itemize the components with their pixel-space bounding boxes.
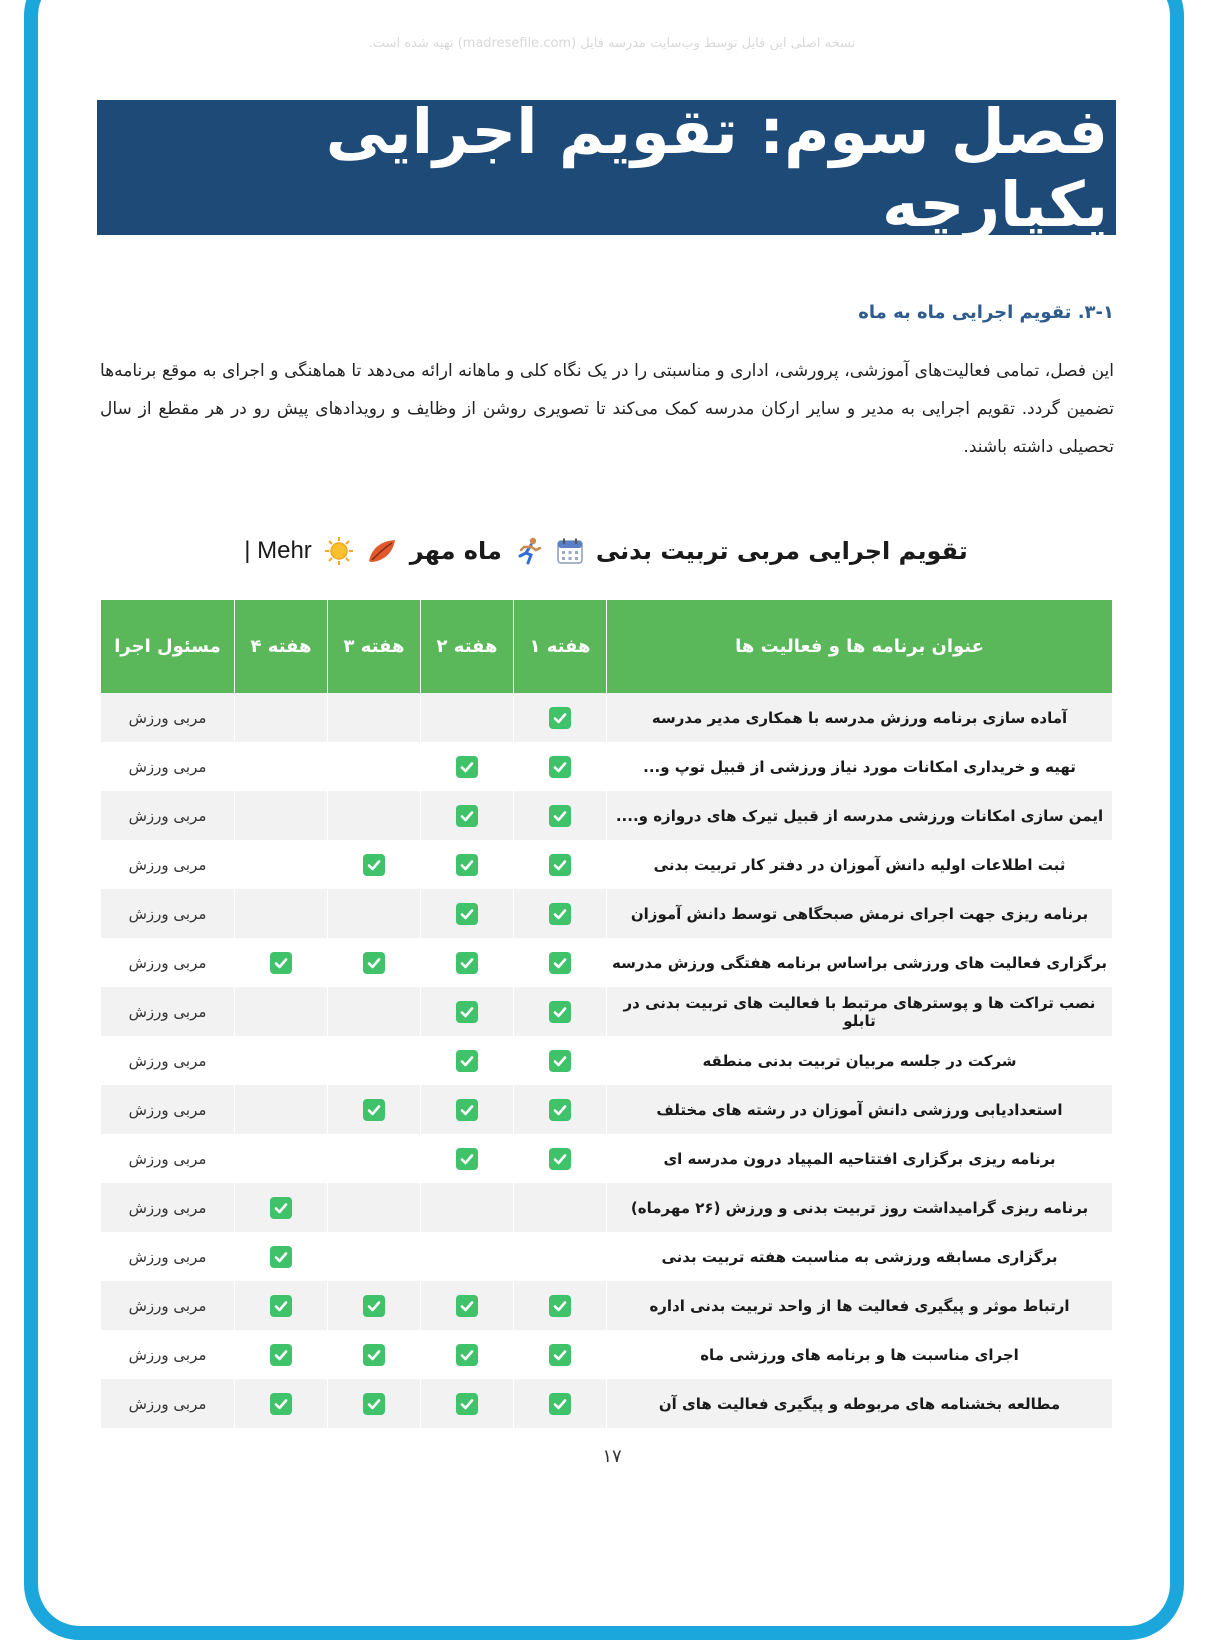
week-2-cell xyxy=(421,889,514,938)
owner-cell: مربی ورزش xyxy=(101,693,235,742)
activity-cell: برنامه ریزی گرامیداشت روز تربیت بدنی و ورزش (۲۶ مهرماه) xyxy=(607,1183,1113,1232)
week-3-cell xyxy=(328,693,421,742)
table-row xyxy=(101,840,1113,889)
table-row xyxy=(101,693,1113,742)
week-4-cell xyxy=(235,1036,328,1085)
activity-cell: ارتباط موثر و پیگیری فعالیت ها از واحد تربیت بدنی اداره xyxy=(607,1281,1113,1330)
week-4-cell xyxy=(235,1281,328,1330)
week-3-cell xyxy=(328,1134,421,1183)
activity-cell: اجرای مناسبت ها و برنامه های ورزشی ماه xyxy=(607,1330,1113,1379)
checkmark-icon xyxy=(549,1001,571,1023)
checkmark-icon xyxy=(456,1344,478,1366)
week-1-cell xyxy=(514,1281,607,1330)
header-week-4: هفته ۴ xyxy=(235,600,328,693)
table-row xyxy=(101,1232,1113,1281)
week-4-cell xyxy=(235,938,328,987)
owner-cell: مربی ورزش xyxy=(101,1036,235,1085)
week-1-cell xyxy=(514,1379,607,1428)
table-row xyxy=(101,1036,1113,1085)
owner-cell: مربی ورزش xyxy=(101,1281,235,1330)
owner-cell: مربی ورزش xyxy=(101,1232,235,1281)
table-row xyxy=(101,1134,1113,1183)
week-2-cell xyxy=(421,1134,514,1183)
checkmark-icon xyxy=(549,756,571,778)
week-4-cell xyxy=(235,840,328,889)
leaf-icon xyxy=(366,537,398,565)
week-2-cell xyxy=(421,1183,514,1232)
checkmark-icon xyxy=(270,1197,292,1219)
chapter-title: فصل سوم: تقویم اجرایی یکپارچه xyxy=(325,94,1108,241)
calendar-title: تقویم اجرایی مربی تربیت بدنی xyxy=(595,537,968,565)
table-row xyxy=(101,938,1113,987)
table-row xyxy=(101,1085,1113,1134)
checkmark-icon xyxy=(549,903,571,925)
week-3-cell xyxy=(328,1281,421,1330)
activity-cell: برگزاری فعالیت های ورزشی براساس برنامه هفتگی ورزش مدرسه xyxy=(607,938,1113,987)
checkmark-icon xyxy=(363,952,385,974)
watermark-text: نسخه اصلی این فایل توسط وب‌سایت مدرسه فایل (madresefile.com) تهیه شده است. xyxy=(368,36,856,51)
week-4-cell xyxy=(235,1330,328,1379)
checkmark-icon xyxy=(456,952,478,974)
table-row xyxy=(101,1330,1113,1379)
week-1-cell xyxy=(514,840,607,889)
week-4-cell xyxy=(235,693,328,742)
header-week-1: هفته ۱ xyxy=(514,600,607,693)
table-row xyxy=(101,889,1113,938)
week-4-cell xyxy=(235,1232,328,1281)
activity-cell: برنامه ریزی جهت اجرای نرمش صبحگاهی توسط دانش آموزان xyxy=(607,889,1113,938)
owner-cell: مربی ورزش xyxy=(101,1330,235,1379)
activity-cell: برگزاری مسابقه ورزشی به مناسبت هفته تربیت بدنی xyxy=(607,1232,1113,1281)
week-4-cell xyxy=(235,1085,328,1134)
week-2-cell xyxy=(421,1036,514,1085)
week-1-cell xyxy=(514,889,607,938)
week-2-cell xyxy=(421,938,514,987)
checkmark-icon xyxy=(456,1393,478,1415)
checkmark-icon xyxy=(456,1001,478,1023)
intro-paragraph: این فصل، تمامی فعالیت‌های آموزشی، پرورشی، اداری و مناسبتی را در یک نگاه کلی و ماهانه ارائه می‌دهد تا هماهنگی و اجرای به موقع برنامه‌ها تضمین گردد. تقویم اجرایی به مدیر و سایر ارکان مدرسه کمک می‌کند تا تصویری روشن از وظایف و رویدادهای پیش رو در هر مقطع از سال تحصیلی داشته باشند. xyxy=(100,361,1114,457)
table-row xyxy=(101,1281,1113,1330)
activity-cell: تهیه و خریداری امکانات مورد نیاز ورزشی از قبیل توپ و... xyxy=(607,742,1113,791)
checkmark-icon xyxy=(456,1148,478,1170)
week-4-cell xyxy=(235,791,328,840)
owner-cell: مربی ورزش xyxy=(101,938,235,987)
checkmark-icon xyxy=(456,903,478,925)
header-activity: عنوان برنامه ها و فعالیت ها xyxy=(607,600,1113,693)
checkmark-icon xyxy=(456,805,478,827)
checkmark-icon xyxy=(456,1050,478,1072)
checkmark-icon xyxy=(549,854,571,876)
checkmark-icon xyxy=(363,1393,385,1415)
week-1-cell xyxy=(514,742,607,791)
week-1-cell xyxy=(514,1232,607,1281)
week-1-cell xyxy=(514,791,607,840)
week-2-cell xyxy=(421,1379,514,1428)
checkmark-icon xyxy=(456,854,478,876)
table-row xyxy=(101,987,1113,1036)
week-2-cell xyxy=(421,1330,514,1379)
checkmark-icon xyxy=(549,1393,571,1415)
page-number: ۱۷ xyxy=(602,1446,622,1467)
owner-cell: مربی ورزش xyxy=(101,1183,235,1232)
activity-cell: آماده سازی برنامه ورزش مدرسه با همکاری مدیر مدرسه xyxy=(607,693,1113,742)
header-owner: مسئول اجرا xyxy=(101,600,235,693)
week-1-cell xyxy=(514,1134,607,1183)
header-week-2: هفته ۲ xyxy=(421,600,514,693)
week-4-cell xyxy=(235,889,328,938)
week-1-cell xyxy=(514,1036,607,1085)
week-3-cell xyxy=(328,938,421,987)
week-4-cell xyxy=(235,1183,328,1232)
week-3-cell xyxy=(328,791,421,840)
week-1-cell xyxy=(514,1330,607,1379)
owner-cell: مربی ورزش xyxy=(101,742,235,791)
activity-cell: شرکت در جلسه مربیان تربیت بدنی منطقه xyxy=(607,1036,1113,1085)
runner-icon xyxy=(514,536,544,566)
table-row xyxy=(101,1379,1113,1428)
week-3-cell xyxy=(328,1232,421,1281)
checkmark-icon xyxy=(549,1148,571,1170)
checkmark-icon xyxy=(549,805,571,827)
checkmark-icon xyxy=(456,1099,478,1121)
week-2-cell xyxy=(421,987,514,1036)
checkmark-icon xyxy=(270,952,292,974)
calendar-title-bar xyxy=(100,536,1112,566)
table-header-row xyxy=(101,600,1113,693)
week-1-cell xyxy=(514,1085,607,1134)
week-3-cell xyxy=(328,1330,421,1379)
calendar-table xyxy=(100,600,1113,1428)
week-2-cell xyxy=(421,840,514,889)
checkmark-icon xyxy=(549,1295,571,1317)
week-3-cell xyxy=(328,1183,421,1232)
checkmark-icon xyxy=(363,1344,385,1366)
table-row xyxy=(101,1183,1113,1232)
checkmark-icon xyxy=(270,1393,292,1415)
week-3-cell xyxy=(328,987,421,1036)
week-2-cell xyxy=(421,1085,514,1134)
checkmark-icon xyxy=(363,1099,385,1121)
owner-cell: مربی ورزش xyxy=(101,987,235,1036)
week-2-cell xyxy=(421,1232,514,1281)
calendar-icon xyxy=(556,537,584,565)
checkmark-icon xyxy=(549,952,571,974)
week-3-cell xyxy=(328,1379,421,1428)
owner-cell: مربی ورزش xyxy=(101,889,235,938)
sun-icon xyxy=(324,536,354,566)
checkmark-icon xyxy=(549,1099,571,1121)
checkmark-icon xyxy=(270,1295,292,1317)
week-3-cell xyxy=(328,1085,421,1134)
activity-cell: برنامه ریزی برگزاری افتتاحیه المپیاد درون مدرسه ای xyxy=(607,1134,1113,1183)
week-1-cell xyxy=(514,938,607,987)
calendar-month-label: ماه مهر xyxy=(409,537,502,565)
week-2-cell xyxy=(421,791,514,840)
week-3-cell xyxy=(328,1036,421,1085)
activity-cell: استعدادیابی ورزشی دانش آموزان در رشته های مختلف xyxy=(607,1085,1113,1134)
checkmark-icon xyxy=(549,707,571,729)
week-3-cell xyxy=(328,742,421,791)
checkmark-icon xyxy=(549,1344,571,1366)
activity-cell: ایمن سازی امکانات ورزشی مدرسه از قبیل تیرک های دروازه و.... xyxy=(607,791,1113,840)
week-1-cell xyxy=(514,987,607,1036)
owner-cell: مربی ورزش xyxy=(101,1085,235,1134)
section-heading: ۳-۱. تقویم اجرایی ماه به ماه xyxy=(858,302,1114,323)
english-month-label: | Mehr xyxy=(244,537,312,564)
checkmark-icon xyxy=(270,1344,292,1366)
owner-cell: مربی ورزش xyxy=(101,1379,235,1428)
week-4-cell xyxy=(235,987,328,1036)
activity-cell: مطالعه بخشنامه های مربوطه و پیگیری فعالیت های آن xyxy=(607,1379,1113,1428)
checkmark-icon xyxy=(363,854,385,876)
activity-cell: نصب تراکت ها و پوسترهای مرتبط با فعالیت های تربیت بدنی در تابلو xyxy=(607,987,1113,1036)
week-4-cell xyxy=(235,742,328,791)
header-week-3: هفته ۳ xyxy=(328,600,421,693)
checkmark-icon xyxy=(363,1295,385,1317)
week-1-cell xyxy=(514,693,607,742)
week-2-cell xyxy=(421,1281,514,1330)
week-2-cell xyxy=(421,742,514,791)
owner-cell: مربی ورزش xyxy=(101,1134,235,1183)
week-4-cell xyxy=(235,1379,328,1428)
checkmark-icon xyxy=(456,1295,478,1317)
week-1-cell xyxy=(514,1183,607,1232)
checkmark-icon xyxy=(549,1050,571,1072)
week-3-cell xyxy=(328,889,421,938)
owner-cell: مربی ورزش xyxy=(101,840,235,889)
checkmark-icon xyxy=(270,1246,292,1268)
checkmark-icon xyxy=(456,756,478,778)
activity-cell: ثبت اطلاعات اولیه دانش آموزان در دفتر کار تربیت بدنی xyxy=(607,840,1113,889)
owner-cell: مربی ورزش xyxy=(101,791,235,840)
week-3-cell xyxy=(328,840,421,889)
week-2-cell xyxy=(421,693,514,742)
table-row xyxy=(101,791,1113,840)
table-row xyxy=(101,742,1113,791)
week-4-cell xyxy=(235,1134,328,1183)
chapter-banner xyxy=(97,94,1116,241)
